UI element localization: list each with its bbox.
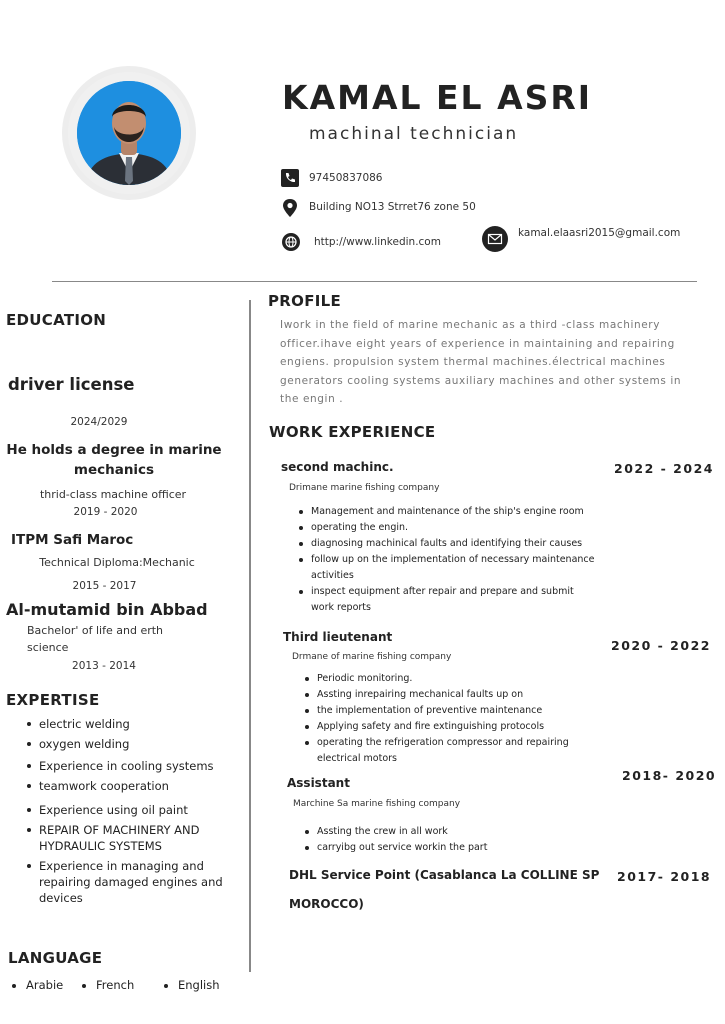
job-task: operating the refrigeration compressor and repairing electrical motors [303,735,593,767]
job-task-list [303,671,593,767]
job-role: Third lieutenant [283,630,393,644]
education-al-mutamid: Al-mutamid bin Abbad [6,600,208,619]
job-task-list [297,504,597,616]
education-heading: EDUCATION [6,311,107,329]
job-task: the implementation of preventive maintenance [303,703,593,719]
job-company: Drmane of marine fishing company [292,652,452,662]
profile-photo [77,81,181,185]
job-task-list [303,824,593,856]
expertise-item: Experience in managing and repairing damaged engines and devices [25,858,243,906]
expertise-heading: EXPERTISE [6,691,100,709]
job-role: DHL Service Point (Casablanca La COLLINE SP [289,868,600,882]
column-divider [249,300,251,972]
location-pin-icon [281,198,299,216]
job-role: Assistant [287,776,350,790]
contact-phone [281,169,383,187]
phone-icon [281,169,299,187]
job-role: second machinc. [281,460,394,474]
education-date: 2013 - 2014 [72,660,136,672]
language-item: English [178,978,220,992]
job-years: 2017- 2018 [617,869,712,884]
job-task: Assting inrepairing mechanical faults up on [303,687,593,703]
profile-photo-frame [62,66,196,200]
language-list [12,978,220,992]
address-text: Building NO13 Strret76 zone 50 [309,201,476,213]
contact-linkedin [282,233,441,251]
job-task: Assting the crew in all work [303,824,593,840]
full-name: KAMAL EL ASRI [282,78,593,117]
education-driver-license: driver license [8,375,135,394]
contact-email [482,226,680,252]
education-subtitle: Technical Diploma:Mechanic [39,556,195,569]
profile-text: Iwork in the field of marine mechanic as a third -class machinery officer.ihave eight years of experience in maintaining and repairing engiens. propulsion system thermal machines.électrical machines generators cooling systems auxiliary machines and other systems in the engin . [280,319,682,405]
education-date: 2024/2029 [70,416,128,428]
email-link[interactable]: kamal.elaasri2015@gmail.com [518,227,681,239]
expertise-item: oxygen welding [25,736,243,752]
profile-heading: PROFILE [268,292,342,310]
job-task: Periodic monitoring. [303,671,593,687]
job-task: follow up on the implementation of necessary maintenance activities [297,552,597,584]
language-heading: LANGUAGE [8,949,103,967]
header-divider [52,281,697,282]
education-itpm-safi: ITPM Safi Maroc [11,532,134,548]
expertise-list [25,716,243,910]
expertise-item: REPAIR OF MACHINERY AND HYDRAULIC SYSTEMS [25,822,243,854]
expertise-item: Experience using oil paint [25,802,243,818]
contact-address [281,198,476,216]
job-years: 2018- 2020 [622,768,717,783]
expertise-item: teamwork cooperation [25,778,243,794]
job-task: inspect equipment after repair and prepare and submit work reports [297,584,597,616]
job-company: Drimane marine fishing company [289,483,440,493]
education-date: 2019 - 2020 [73,506,138,518]
job-task: Applying safety and fire extinguishing protocols [303,719,593,735]
job-years: 2020 - 2022 [611,638,711,653]
education-subtitle: thrid-class machine officer [39,488,187,501]
job-role-continued: MOROCCO) [289,897,364,911]
job-company: Marchine Sa marine fishing company [293,799,461,809]
envelope-icon [482,226,508,252]
linkedin-link[interactable]: http://www.linkedin.com [314,236,441,248]
expertise-item: electric welding [25,716,243,732]
globe-icon [282,233,300,251]
job-task: carryibg out service workin the part [303,840,593,856]
education-marine-degree: He holds a degree in marine mechanics [6,442,222,478]
job-task: diagnosing machinical faults and identifying their causes [297,536,597,552]
work-experience-heading: WORK EXPERIENCE [269,423,436,441]
job-years: 2022 - 2024 [614,461,714,476]
language-item: French [96,978,135,992]
job-task: operating the engin. [297,520,597,536]
education-subtitle: Bachelor' of life and erth science [27,624,164,654]
expertise-item: Experience in cooling systems [25,758,243,774]
language-item: Arabie [26,978,64,992]
job-title: machinal technician [309,124,519,144]
phone-number[interactable]: 97450837086 [309,172,383,184]
job-task: Management and maintenance of the ship's engine room [297,504,597,520]
profile-photo-illustration [77,81,181,185]
education-date: 2015 - 2017 [72,580,137,592]
